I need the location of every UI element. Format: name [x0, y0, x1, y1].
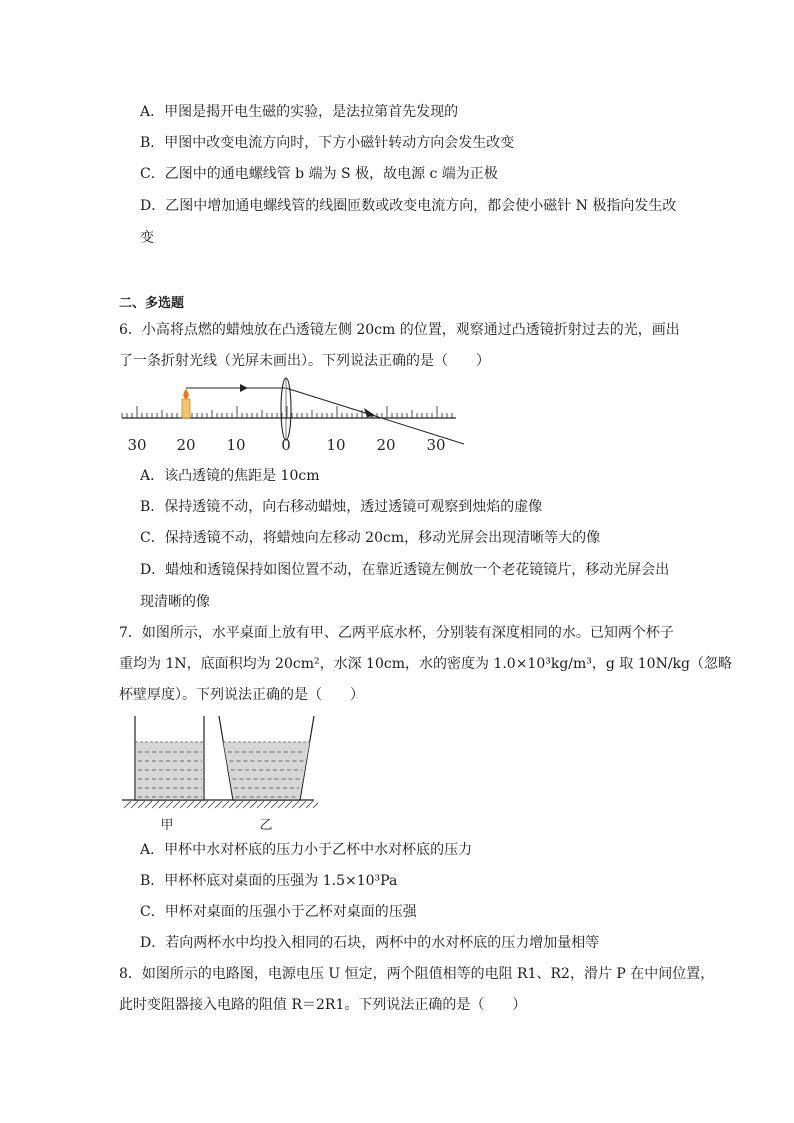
lens-ruler-figure [118, 372, 478, 462]
cup-label-jia: 甲 [160, 818, 174, 833]
q6-option-b: B．保持透镜不动，向右移动蜡烛，透过透镜可观察到烛焰的虚像 [140, 499, 543, 515]
q7-stem-line1: 7．如图所示，水平桌面上放有甲、乙两平底水杯，分别装有深度相同的水。已知两个杯子 [119, 625, 674, 641]
candle-body [182, 399, 190, 418]
ruler-label-right-10: 10 [326, 436, 346, 454]
ruler-label-right-30: 30 [426, 436, 446, 454]
q6-stem-line2: 了一条折射光线（光屏未画出）。下列说法正确的是（ ） [119, 353, 490, 369]
q6-option-c: C．保持透镜不动，将蜡烛向左移动 20cm，移动光屏会出现清晰等大的像 [140, 530, 601, 546]
ruler-label-left-20: 20 [176, 436, 196, 454]
q6-stem-line1: 6．小高将点燃的蜡烛放在凸透镜左侧 20cm 的位置，观察通过凸透镜折射过去的光，画出 [119, 322, 680, 338]
cups-figure [118, 712, 318, 836]
q8-stem-line1: 8．如图所示的电路图，电源电压 U 恒定，两个阻值相等的电阻 R1、R2，滑片 P 在中间位置， [119, 966, 715, 982]
q7-option-c: C．甲杯对桌面的压强小于乙杯对桌面的压强 [140, 904, 417, 920]
q5-option-d-line1: D．乙图中增加通电螺线管的线圈匝数或改变电流方向，都会使小磁针 N 极指向发生改 [140, 198, 677, 214]
q7-option-b: B．甲杯杯底对桌面的压强为 1.5×10³Pa [140, 873, 398, 889]
q5-option-d-line2: 变 [140, 230, 154, 246]
q5-option-b: B．甲图中改变电流方向时，下方小磁针转动方向会发生改变 [140, 135, 515, 151]
ruler-label-left-10: 10 [226, 436, 246, 454]
cup-label-yi: 乙 [259, 818, 273, 833]
q7-option-d: D．若向两杯水中均投入相同的石块，两杯中的水对杯底的压力增加量相等 [140, 935, 600, 951]
candle-flame [183, 389, 188, 399]
ruler-label-left-30: 30 [127, 436, 147, 454]
q8-stem-line2: 此时变阻器接入电路的阻值 R＝2R1。下列说法正确的是（ ） [119, 997, 527, 1013]
q5-option-a: A．甲图是揭开电生磁的实验，是法拉第首先发现的 [140, 104, 459, 120]
q6-option-d-line1: D．蜡烛和透镜保持如图位置不动，在靠近透镜左侧放一个老花镜镜片，移动光屏会出 [140, 562, 670, 578]
q7-stem-line3: 杯壁厚度）。下列说法正确的是（ ） [119, 687, 364, 703]
water-jia [136, 742, 204, 799]
q6-option-a: A．该凸透镜的焦距是 10cm [140, 468, 320, 484]
q7-option-a: A．甲杯中水对杯底的压力小于乙杯中水对杯底的压力 [140, 842, 473, 858]
q7-stem-line2: 重均为 1N，底面积均为 20cm²，水深 10cm，水的密度为 1.0×10³kg/m³，g 取 10N/kg（忽略 [119, 656, 732, 672]
q5-option-c: C．乙图中的通电螺线管 b 端为 S 极，故电源 c 端为正极 [140, 166, 498, 182]
q6-option-d-line2: 现清晰的像 [140, 594, 210, 610]
ruler-label-right-20: 20 [376, 436, 396, 454]
ruler-label-zero: 0 [281, 436, 291, 454]
section-title: 二、多选题 [119, 296, 185, 311]
water-yi [223, 742, 309, 799]
